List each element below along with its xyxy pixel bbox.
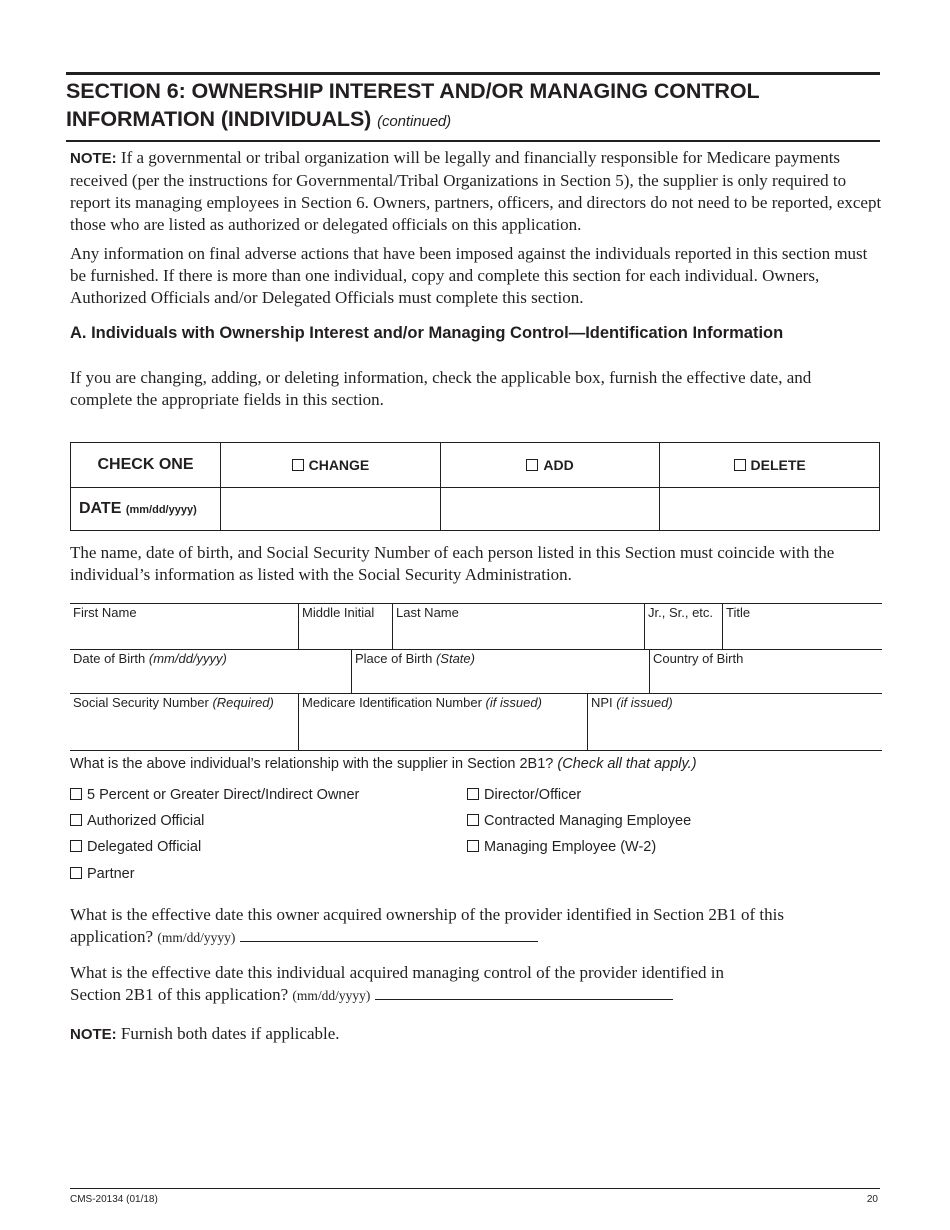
add-date-field[interactable] [440,488,659,531]
id-row [70,693,882,751]
rel-director-officer[interactable]: Director/Officer [467,787,581,803]
ssn-label: Social Security Number [73,695,209,710]
ssn-hint: (Required) [212,695,274,710]
check-one-table [70,442,880,531]
ownership-date-input[interactable] [240,927,538,942]
control-date-text1: What is the effective date this individual acquired managing control of the provider identified in [70,963,724,982]
note2 [70,1023,882,1046]
note-text: If a governmental or tribal organization will be legally and financially responsible for Medicare payments received (per the instructions for Governmental/Tribal Organizations in Section 5), the supplier is only required to report its managing employees in Section 6. Owners, partners, officers, and directors do not need to be reported, except those who are listed as authorized or delegated officials on this application. [70,148,882,234]
ownership-date-text2: application? [70,927,154,946]
note2-text: Furnish both dates if applicable. [120,1024,340,1043]
form-id: CMS-20134 (01/18) [70,1194,158,1205]
change-label: CHANGE [308,457,370,473]
dob-label: Date of Birth [73,651,146,666]
change-date-field[interactable] [221,488,441,531]
pob-field[interactable] [351,650,650,694]
rel-delegated-official[interactable]: Delegated Official [70,839,201,855]
npi-hint: (if issued) [616,695,673,710]
last-name-field[interactable] [392,604,645,650]
partner-checkbox[interactable] [70,867,82,879]
control-date-question [70,962,882,1007]
ownership-date-text1: What is the effective date this owner acquired ownership of the provider identified in Section 2B1 of this [70,905,784,924]
date-label: DATE [79,500,122,517]
director-officer-checkbox[interactable] [467,788,479,800]
section-header [66,72,880,142]
last-name-label: Last Name [396,605,459,620]
date-format: (mm/dd/yyyy) [125,504,197,516]
suffix-field[interactable] [644,604,723,650]
rel-authorized-official[interactable]: Authorized Official [70,813,204,829]
first-name-label: First Name [73,605,137,620]
middle-initial-label: Middle Initial [302,605,375,620]
note2-label: NOTE: [70,1026,117,1043]
relationship-question [70,756,697,772]
page-number: 20 [866,1194,878,1205]
ssa-note: The name, date of birth, and Social Security Number of each person listed in this Section must coincide with the individual’s information as listed with the Social Security Administration. [70,543,835,584]
date-label-cell [71,488,221,531]
pob-hint: (State) [435,651,475,666]
dob-field[interactable] [70,650,352,694]
change-checkbox[interactable] [292,459,304,471]
title-label: Title [726,605,751,620]
medicare-id-field[interactable] [298,694,588,750]
owner-checkbox[interactable] [70,788,82,800]
pob-label: Place of Birth [355,651,433,666]
note-paragraph [70,147,882,236]
add-label: ADD [543,457,574,473]
adverse-actions-paragraph: Any information on final adverse actions that have been imposed against the individuals reported in this section must be furnished. If there is more than one individual, copy and complete this section for each individual. Owners, Authorized Officials and/or Delegated Officials must complete this section. [70,244,868,307]
control-date-format: (mm/dd/yyyy) [292,988,371,1003]
continued-label: (continued) [377,113,452,130]
section-title-line1: SECTION 6: OWNERSHIP INTEREST AND/OR MANAGING CONTROL [66,79,760,103]
contracted-managing-employee-checkbox[interactable] [467,814,479,826]
middle-initial-field[interactable] [298,604,393,650]
relationship-hint: (Check all that apply.) [557,756,697,772]
dob-hint: (mm/dd/yyyy) [148,651,227,666]
rel-owner[interactable]: 5 Percent or Greater Direct/Indirect Owner [70,787,359,803]
name-row [70,603,882,650]
footer [70,1188,880,1205]
suffix-label: Jr., Sr., etc. [648,605,714,620]
country-label: Country of Birth [653,651,744,666]
rel-partner[interactable]: Partner [70,866,135,882]
first-name-field[interactable] [70,604,299,650]
add-checkbox[interactable] [526,459,538,471]
rel-contracted-managing-employee[interactable]: Contracted Managing Employee [467,813,691,829]
delete-label: DELETE [750,457,806,473]
subsection-a-instruction: If you are changing, adding, or deleting information, check the applicable box, furnish the effective date, and complete the appropriate fields in this section. [70,368,812,409]
note-label: NOTE: [70,150,117,167]
control-date-input[interactable] [375,985,673,1000]
title-field[interactable] [722,604,882,650]
delete-option[interactable] [660,443,880,488]
check-one-label: CHECK ONE [71,443,221,488]
control-date-text2: Section 2B1 of this application? [70,985,289,1004]
subsection-a-heading: A. Individuals with Ownership Interest and/or Managing Control—Identification Information [70,324,784,342]
managing-employee-checkbox[interactable] [467,840,479,852]
birth-row [70,649,882,694]
relationship-question-text: What is the above individual’s relationship with the supplier in Section 2B1? [70,756,554,772]
delete-date-field[interactable] [660,488,880,531]
npi-label: NPI [591,695,613,710]
authorized-official-checkbox[interactable] [70,814,82,826]
rel-managing-employee[interactable]: Managing Employee (W-2) [467,839,656,855]
delegated-official-checkbox[interactable] [70,840,82,852]
medicare-id-label: Medicare Identification Number [302,695,482,710]
ownership-date-format: (mm/dd/yyyy) [157,930,236,945]
ssn-field[interactable] [70,694,299,750]
section-title-line2: INFORMATION (INDIVIDUALS) [66,107,372,131]
delete-checkbox[interactable] [734,459,746,471]
ownership-date-question [70,904,882,949]
country-field[interactable] [649,650,882,694]
change-option[interactable] [221,443,441,488]
npi-field[interactable] [587,694,882,750]
add-option[interactable] [440,443,659,488]
medicare-hint: (if issued) [485,695,542,710]
